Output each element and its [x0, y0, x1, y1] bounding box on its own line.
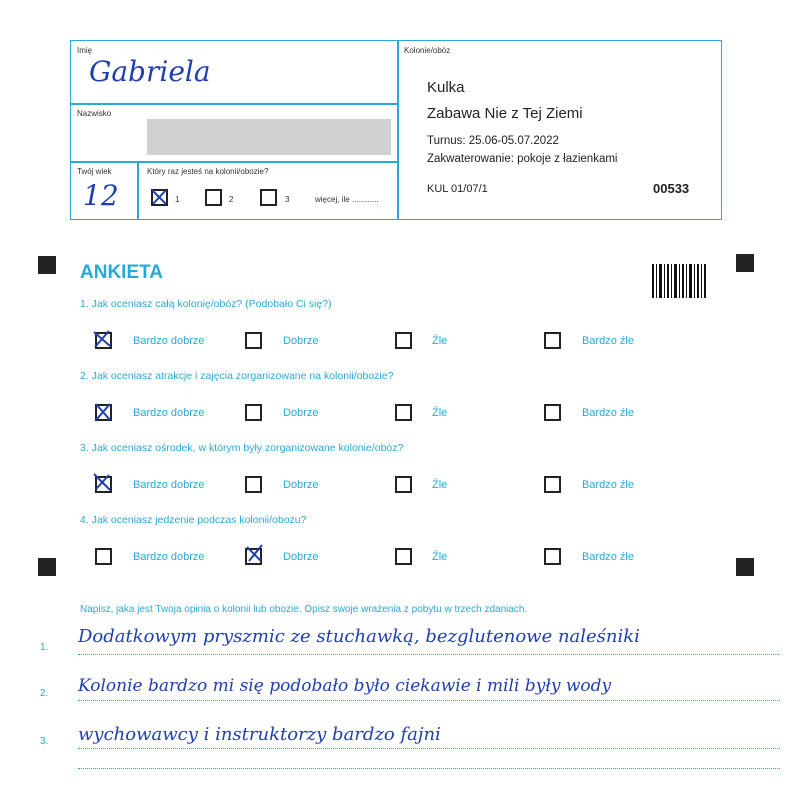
times-checkbox-1-mark: [149, 187, 169, 207]
line-number-2: 2.: [40, 688, 49, 699]
header-divider-surname: [71, 161, 397, 163]
registration-mark-bottom-left: [38, 558, 56, 576]
header-divider-name: [71, 103, 397, 105]
times-option-2: 2: [229, 195, 234, 204]
q4-option-2-mark: [244, 543, 264, 563]
q3-option-1-label: Bardzo dobrze: [133, 479, 205, 491]
answer-text-1: Dodatkowym pryszmic ze stuchawką, bezglutenowe naleśniki: [78, 626, 640, 647]
q4-option-3-label: Źle: [432, 551, 448, 563]
q2-option-1-mark: [93, 402, 113, 422]
times-label: Który raz jesteś na kolonii/obozie?: [147, 167, 269, 176]
q1-option-1-label: Bardzo dobrze: [133, 335, 205, 347]
q2-option-3-checkbox[interactable]: [395, 404, 412, 421]
q2-option-4-label: Bardzo źle: [582, 407, 634, 419]
registration-mark-top-right: [736, 254, 754, 272]
question-3: 3. Jak oceniasz ośrodek, w którym były zorganizowane kolonie/obóz?: [80, 442, 404, 454]
times-option-1: 1: [175, 195, 180, 204]
q4-option-4-label: Bardzo źle: [582, 551, 634, 563]
times-other: więcej, ile ............: [315, 195, 379, 204]
camp-name: Kulka: [427, 79, 465, 96]
times-checkbox-2[interactable]: [205, 189, 222, 206]
answer-line-4[interactable]: [78, 768, 780, 769]
q4-option-1-checkbox[interactable]: [95, 548, 112, 565]
answer-text-2: Kolonie bardzo mi się podobało było ciekawie i mili były wody: [78, 676, 612, 696]
header-form: [70, 40, 722, 220]
answer-text-3: wychowawcy i instruktorzy bardzo fajni: [78, 724, 441, 745]
q2-option-2-checkbox[interactable]: [245, 404, 262, 421]
answer-line-2[interactable]: [78, 700, 780, 701]
opinion-prompt: Napisz, jaka jest Twoja opinia o kolonii lub obozie. Opisz swoje wrażenia z pobytu w trzech zdaniach.: [80, 604, 528, 615]
q3-option-3-label: Źle: [432, 479, 448, 491]
turnus: Turnus: 25.06-05.07.2022: [427, 135, 559, 147]
camp-number: 00533: [653, 181, 690, 196]
answer-line-3[interactable]: [78, 748, 780, 749]
age-label: Twój wiek: [77, 167, 112, 176]
line-number-3: 3.: [40, 736, 49, 747]
line-number-1: 1.: [40, 642, 49, 653]
q2-option-2-label: Dobrze: [283, 407, 319, 419]
q1-option-2-checkbox[interactable]: [245, 332, 262, 349]
surname-redacted: [147, 119, 391, 155]
surname-label: Nazwisko: [77, 109, 112, 118]
header-divider-vertical: [397, 41, 399, 219]
q3-option-4-label: Bardzo źle: [582, 479, 634, 491]
accommodation: Zakwaterowanie: pokoje z łazienkami: [427, 153, 618, 165]
camp-label: Kolonie/obóz: [404, 46, 451, 55]
q2-option-1-label: Bardzo dobrze: [133, 407, 205, 419]
q4-option-3-checkbox[interactable]: [395, 548, 412, 565]
q4-option-2-label: Dobrze: [283, 551, 319, 563]
q2-option-4-checkbox[interactable]: [544, 404, 561, 421]
question-4: 4. Jak oceniasz jedzenie podczas kolonii/obozu?: [80, 514, 307, 526]
age-value: 12: [83, 179, 119, 212]
q3-option-2-label: Dobrze: [283, 479, 319, 491]
q1-option-1-mark: [92, 329, 112, 349]
registration-mark-bottom-right: [736, 558, 754, 576]
name-label: Imię: [77, 46, 93, 55]
q1-option-3-label: Źle: [432, 335, 448, 347]
question-1: 1. Jak oceniasz całą kolonię/obóz? (Podobało Ci się?): [80, 298, 332, 310]
header-divider-age: [137, 161, 139, 219]
registration-mark-top-left: [38, 256, 56, 274]
times-checkbox-3[interactable]: [260, 189, 277, 206]
name-value: Gabriela: [89, 55, 211, 88]
camp-code: KUL 01/07/1: [427, 183, 488, 195]
q2-option-3-label: Źle: [432, 407, 448, 419]
q3-option-4-checkbox[interactable]: [544, 476, 561, 493]
q3-option-2-checkbox[interactable]: [245, 476, 262, 493]
q4-option-1-label: Bardzo dobrze: [133, 551, 205, 563]
question-2: 2. Jak oceniasz atrakcje i zajęcia zorganizowane na kolonii/obozie?: [80, 370, 394, 382]
q1-option-4-checkbox[interactable]: [544, 332, 561, 349]
answer-line-1[interactable]: [78, 654, 780, 655]
camp-title: Zabawa Nie z Tej Ziemi: [427, 105, 583, 122]
survey-title: ANKIETA: [80, 262, 164, 283]
q3-option-1-mark: [92, 472, 112, 492]
q1-option-3-checkbox[interactable]: [395, 332, 412, 349]
q1-option-4-label: Bardzo źle: [582, 335, 634, 347]
times-option-3: 3: [285, 195, 290, 204]
q4-option-4-checkbox[interactable]: [544, 548, 561, 565]
barcode: [652, 264, 706, 298]
q1-option-2-label: Dobrze: [283, 335, 319, 347]
q3-option-3-checkbox[interactable]: [395, 476, 412, 493]
